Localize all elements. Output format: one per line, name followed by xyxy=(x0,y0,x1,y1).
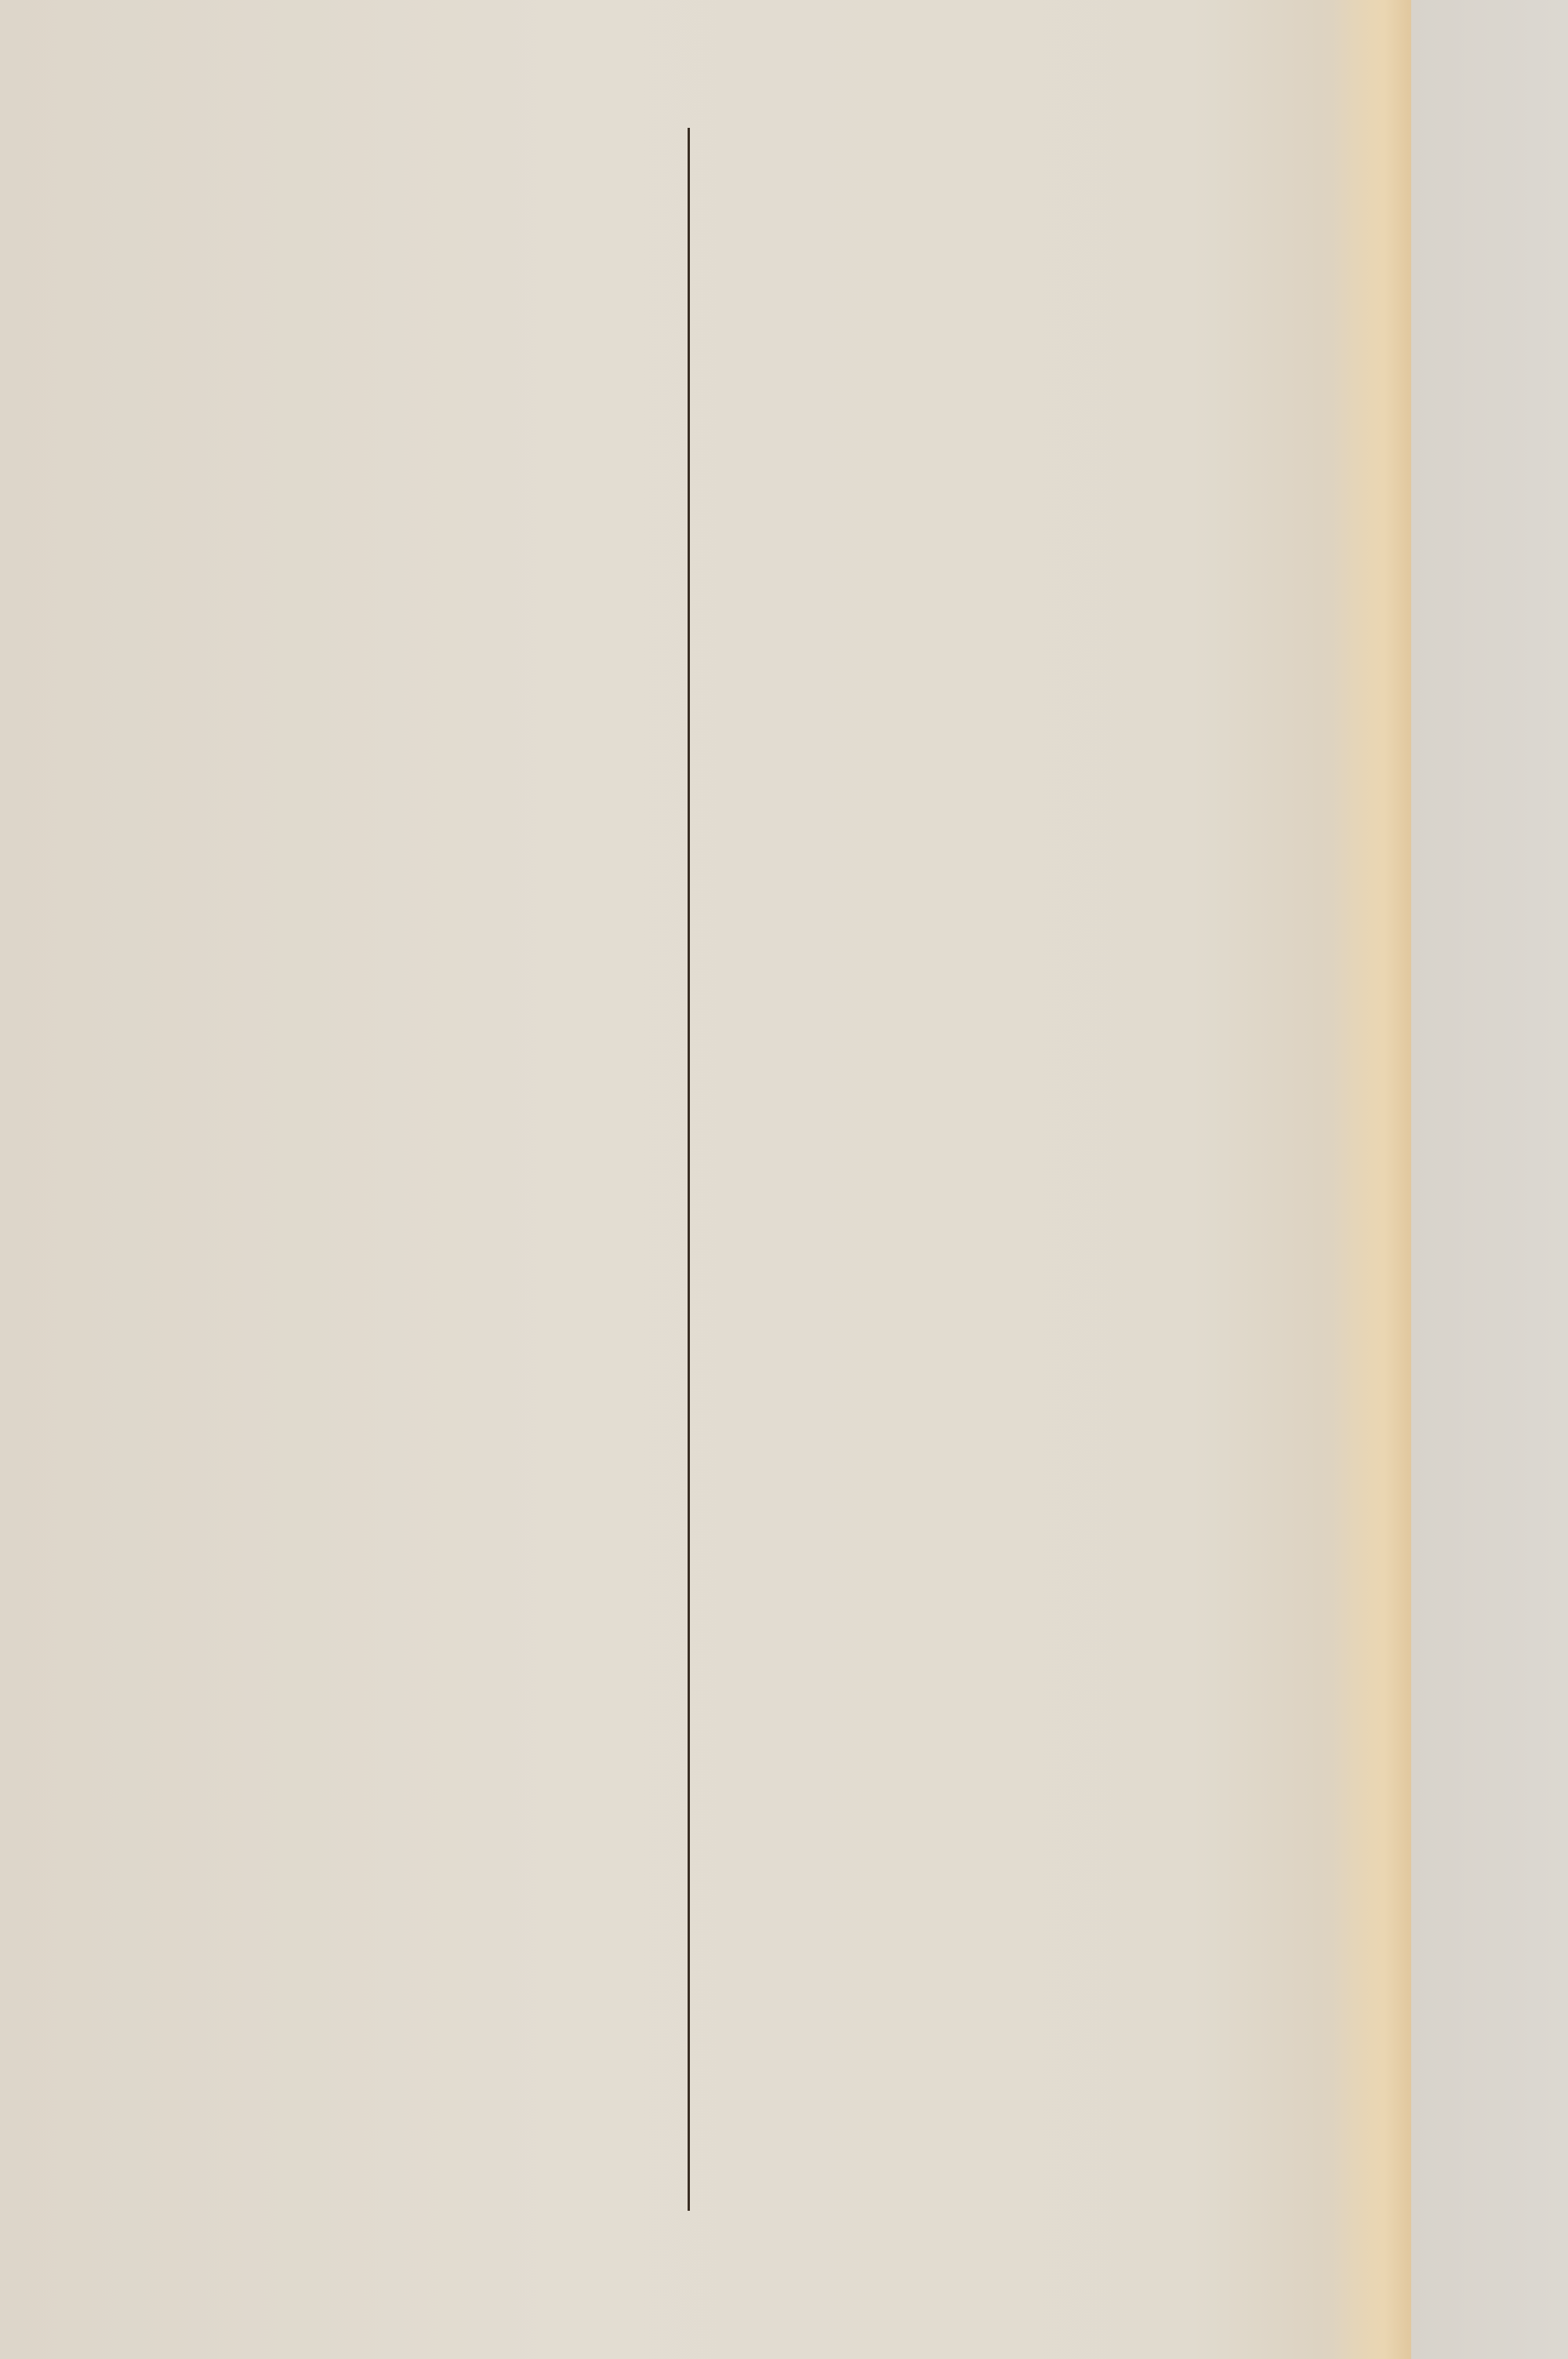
facing-page-text xyxy=(1421,15,1568,153)
facing-page xyxy=(1411,0,1568,2359)
column-divider-rule xyxy=(688,128,690,2211)
